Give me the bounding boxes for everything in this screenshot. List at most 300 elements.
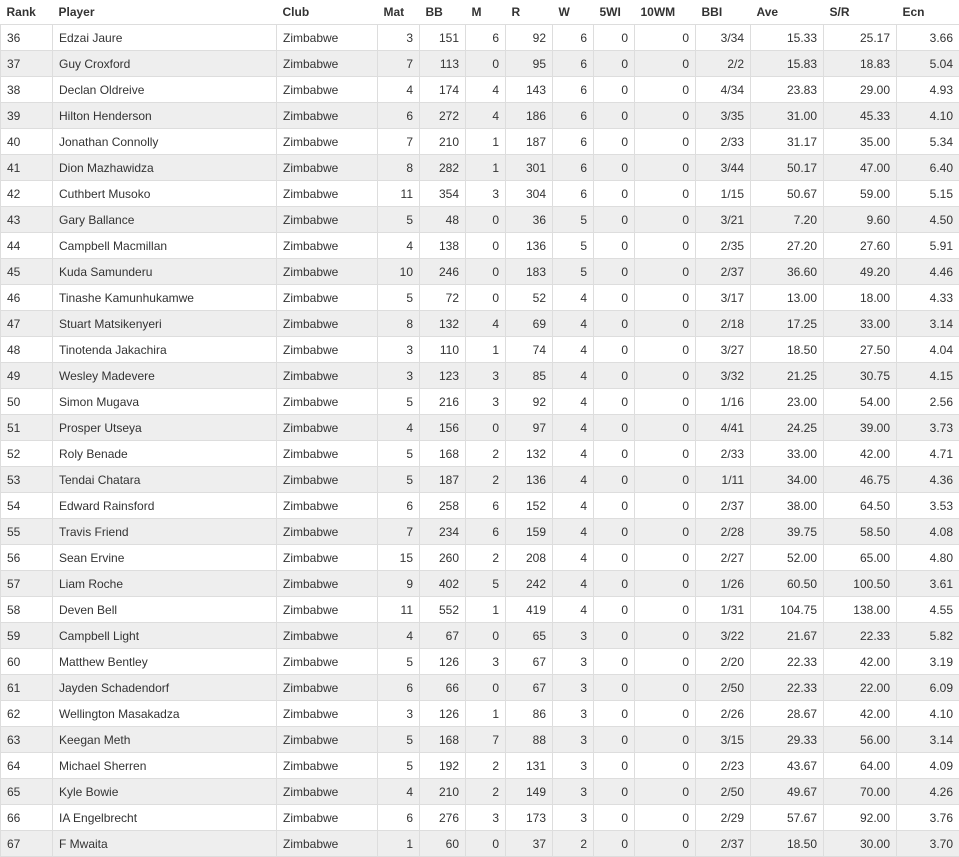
cell-maidens: 4	[466, 77, 506, 103]
table-row	[1, 545, 959, 571]
cell-club: Zimbabwe	[277, 441, 378, 467]
table-row	[1, 25, 959, 51]
cell-balls-bowled: 210	[420, 129, 466, 155]
cell-economy: 6.09	[897, 675, 959, 701]
cell-five-wicket-innings: 0	[594, 649, 635, 675]
cell-best-bowling: 2/2	[696, 51, 751, 77]
cell-strike-rate: 27.60	[824, 233, 897, 259]
cell-average: 60.50	[751, 571, 824, 597]
cell-runs: 36	[506, 207, 553, 233]
cell-rank: 39	[1, 103, 53, 129]
cell-runs: 132	[506, 441, 553, 467]
cell-rank: 65	[1, 779, 53, 805]
cell-average: 43.67	[751, 753, 824, 779]
cell-club: Zimbabwe	[277, 467, 378, 493]
cell-best-bowling: 2/28	[696, 519, 751, 545]
cell-maidens: 6	[466, 25, 506, 51]
cell-matches: 7	[378, 129, 420, 155]
table-row	[1, 51, 959, 77]
cell-ten-wicket-matches: 0	[635, 805, 696, 831]
cell-five-wicket-innings: 0	[594, 831, 635, 857]
cell-five-wicket-innings: 0	[594, 155, 635, 181]
cell-runs: 152	[506, 493, 553, 519]
cell-balls-bowled: 210	[420, 779, 466, 805]
cell-wickets: 3	[553, 753, 594, 779]
cell-balls-bowled: 234	[420, 519, 466, 545]
cell-player: Sean Ervine	[53, 545, 277, 571]
cell-balls-bowled: 192	[420, 753, 466, 779]
cell-maidens: 4	[466, 103, 506, 129]
cell-player: Jayden Schadendorf	[53, 675, 277, 701]
cell-runs: 143	[506, 77, 553, 103]
cell-average: 15.33	[751, 25, 824, 51]
cell-matches: 7	[378, 51, 420, 77]
cell-wickets: 6	[553, 181, 594, 207]
cell-best-bowling: 4/34	[696, 77, 751, 103]
cell-matches: 3	[378, 337, 420, 363]
cell-runs: 304	[506, 181, 553, 207]
cell-rank: 55	[1, 519, 53, 545]
cell-player: Liam Roche	[53, 571, 277, 597]
cell-best-bowling: 2/37	[696, 493, 751, 519]
cell-wickets: 4	[553, 441, 594, 467]
cell-maidens: 4	[466, 311, 506, 337]
cell-wickets: 5	[553, 207, 594, 233]
cell-club: Zimbabwe	[277, 77, 378, 103]
cell-player: Tendai Chatara	[53, 467, 277, 493]
cell-rank: 50	[1, 389, 53, 415]
cell-best-bowling: 2/29	[696, 805, 751, 831]
cell-average: 29.33	[751, 727, 824, 753]
cell-club: Zimbabwe	[277, 181, 378, 207]
cell-runs: 187	[506, 129, 553, 155]
cell-wickets: 3	[553, 623, 594, 649]
cell-maidens: 0	[466, 285, 506, 311]
cell-runs: 131	[506, 753, 553, 779]
cell-club: Zimbabwe	[277, 129, 378, 155]
cell-club: Zimbabwe	[277, 25, 378, 51]
table-row	[1, 519, 959, 545]
cell-balls-bowled: 60	[420, 831, 466, 857]
cell-rank: 38	[1, 77, 53, 103]
cell-ten-wicket-matches: 0	[635, 545, 696, 571]
cell-wickets: 3	[553, 805, 594, 831]
cell-balls-bowled: 110	[420, 337, 466, 363]
table-row	[1, 623, 959, 649]
cell-economy: 4.36	[897, 467, 959, 493]
column-header-economy[interactable]: Ecn	[897, 0, 959, 25]
table-row	[1, 597, 959, 623]
cell-rank: 56	[1, 545, 53, 571]
cell-matches: 6	[378, 805, 420, 831]
cell-ten-wicket-matches: 0	[635, 363, 696, 389]
cell-rank: 53	[1, 467, 53, 493]
cell-average: 21.67	[751, 623, 824, 649]
table-row	[1, 129, 959, 155]
cell-average: 18.50	[751, 337, 824, 363]
cell-strike-rate: 46.75	[824, 467, 897, 493]
cell-ten-wicket-matches: 0	[635, 77, 696, 103]
cell-matches: 11	[378, 597, 420, 623]
cell-wickets: 4	[553, 415, 594, 441]
cell-wickets: 4	[553, 571, 594, 597]
cell-rank: 61	[1, 675, 53, 701]
cell-maidens: 2	[466, 779, 506, 805]
cell-balls-bowled: 174	[420, 77, 466, 103]
cell-rank: 57	[1, 571, 53, 597]
cell-player: Hilton Henderson	[53, 103, 277, 129]
cell-five-wicket-innings: 0	[594, 675, 635, 701]
cell-strike-rate: 42.00	[824, 441, 897, 467]
cell-rank: 37	[1, 51, 53, 77]
cell-balls-bowled: 187	[420, 467, 466, 493]
cell-best-bowling: 2/18	[696, 311, 751, 337]
cell-balls-bowled: 126	[420, 649, 466, 675]
cell-economy: 3.53	[897, 493, 959, 519]
cell-player: Campbell Light	[53, 623, 277, 649]
cell-runs: 95	[506, 51, 553, 77]
cell-ten-wicket-matches: 0	[635, 519, 696, 545]
cell-best-bowling: 1/15	[696, 181, 751, 207]
cell-matches: 15	[378, 545, 420, 571]
cell-ten-wicket-matches: 0	[635, 623, 696, 649]
cell-five-wicket-innings: 0	[594, 467, 635, 493]
cell-maidens: 0	[466, 259, 506, 285]
column-header-rank[interactable]: Rank	[1, 0, 53, 25]
cell-economy: 4.93	[897, 77, 959, 103]
cell-matches: 4	[378, 623, 420, 649]
cell-maidens: 3	[466, 181, 506, 207]
cell-player: F Mwaita	[53, 831, 277, 857]
cell-economy: 6.40	[897, 155, 959, 181]
cell-wickets: 5	[553, 259, 594, 285]
cell-club: Zimbabwe	[277, 363, 378, 389]
cell-best-bowling: 3/15	[696, 727, 751, 753]
cell-matches: 7	[378, 519, 420, 545]
cell-best-bowling: 2/37	[696, 259, 751, 285]
cell-wickets: 4	[553, 467, 594, 493]
column-header-five-wicket-innings[interactable]: 5WI	[594, 0, 635, 25]
column-header-best-bowling[interactable]: BBI	[696, 0, 751, 25]
cell-best-bowling: 3/34	[696, 25, 751, 51]
cell-ten-wicket-matches: 0	[635, 51, 696, 77]
cell-strike-rate: 35.00	[824, 129, 897, 155]
column-header-average[interactable]: Ave	[751, 0, 824, 25]
cell-maidens: 0	[466, 415, 506, 441]
cell-five-wicket-innings: 0	[594, 337, 635, 363]
cell-rank: 46	[1, 285, 53, 311]
cell-balls-bowled: 126	[420, 701, 466, 727]
cell-strike-rate: 45.33	[824, 103, 897, 129]
cell-wickets: 6	[553, 25, 594, 51]
cell-matches: 9	[378, 571, 420, 597]
cell-economy: 4.04	[897, 337, 959, 363]
cell-club: Zimbabwe	[277, 285, 378, 311]
cell-best-bowling: 3/17	[696, 285, 751, 311]
cell-economy: 4.33	[897, 285, 959, 311]
cell-matches: 3	[378, 25, 420, 51]
table-row	[1, 103, 959, 129]
cell-strike-rate: 100.50	[824, 571, 897, 597]
cell-maidens: 1	[466, 129, 506, 155]
table-header-row	[1, 0, 959, 25]
cell-strike-rate: 58.50	[824, 519, 897, 545]
cell-club: Zimbabwe	[277, 51, 378, 77]
cell-economy: 5.82	[897, 623, 959, 649]
cell-balls-bowled: 66	[420, 675, 466, 701]
cell-best-bowling: 2/50	[696, 779, 751, 805]
cell-balls-bowled: 48	[420, 207, 466, 233]
cell-player: Wellington Masakadza	[53, 701, 277, 727]
cell-strike-rate: 42.00	[824, 701, 897, 727]
cell-maidens: 0	[466, 51, 506, 77]
cell-wickets: 4	[553, 597, 594, 623]
cell-rank: 41	[1, 155, 53, 181]
cell-runs: 149	[506, 779, 553, 805]
cell-average: 33.00	[751, 441, 824, 467]
cell-ten-wicket-matches: 0	[635, 467, 696, 493]
cell-maidens: 0	[466, 831, 506, 857]
cell-club: Zimbabwe	[277, 207, 378, 233]
cell-best-bowling: 3/32	[696, 363, 751, 389]
table-row	[1, 831, 959, 857]
cell-five-wicket-innings: 0	[594, 363, 635, 389]
cell-economy: 4.46	[897, 259, 959, 285]
cell-balls-bowled: 67	[420, 623, 466, 649]
cell-wickets: 4	[553, 311, 594, 337]
cell-strike-rate: 64.00	[824, 753, 897, 779]
cell-average: 24.25	[751, 415, 824, 441]
table-row	[1, 285, 959, 311]
cell-ten-wicket-matches: 0	[635, 155, 696, 181]
cell-wickets: 4	[553, 363, 594, 389]
cell-player: Edzai Jaure	[53, 25, 277, 51]
cell-ten-wicket-matches: 0	[635, 701, 696, 727]
column-header-maidens[interactable]: M	[466, 0, 506, 25]
cell-five-wicket-innings: 0	[594, 519, 635, 545]
cell-balls-bowled: 168	[420, 441, 466, 467]
cell-best-bowling: 2/26	[696, 701, 751, 727]
cell-rank: 47	[1, 311, 53, 337]
cell-five-wicket-innings: 0	[594, 571, 635, 597]
cell-maidens: 1	[466, 701, 506, 727]
cell-club: Zimbabwe	[277, 649, 378, 675]
cell-best-bowling: 1/26	[696, 571, 751, 597]
cell-strike-rate: 33.00	[824, 311, 897, 337]
cell-player: IA Engelbrecht	[53, 805, 277, 831]
cell-rank: 48	[1, 337, 53, 363]
cell-runs: 92	[506, 25, 553, 51]
cell-runs: 85	[506, 363, 553, 389]
cell-matches: 5	[378, 649, 420, 675]
cell-strike-rate: 30.00	[824, 831, 897, 857]
cell-strike-rate: 70.00	[824, 779, 897, 805]
cell-matches: 4	[378, 779, 420, 805]
cell-maidens: 1	[466, 337, 506, 363]
cell-runs: 69	[506, 311, 553, 337]
cell-wickets: 6	[553, 77, 594, 103]
cell-average: 28.67	[751, 701, 824, 727]
cell-matches: 5	[378, 753, 420, 779]
table-row	[1, 337, 959, 363]
cell-best-bowling: 3/44	[696, 155, 751, 181]
cell-matches: 5	[378, 467, 420, 493]
cell-balls-bowled: 138	[420, 233, 466, 259]
cell-maidens: 3	[466, 389, 506, 415]
cell-best-bowling: 1/16	[696, 389, 751, 415]
cell-rank: 59	[1, 623, 53, 649]
cell-balls-bowled: 132	[420, 311, 466, 337]
column-header-player[interactable]: Player	[53, 0, 277, 25]
table-row	[1, 805, 959, 831]
cell-five-wicket-innings: 0	[594, 51, 635, 77]
cell-ten-wicket-matches: 0	[635, 597, 696, 623]
cell-balls-bowled: 156	[420, 415, 466, 441]
column-header-wickets[interactable]: W	[553, 0, 594, 25]
cell-average: 104.75	[751, 597, 824, 623]
cell-economy: 4.10	[897, 701, 959, 727]
cell-player: Campbell Macmillan	[53, 233, 277, 259]
cell-average: 31.00	[751, 103, 824, 129]
cell-balls-bowled: 123	[420, 363, 466, 389]
cell-ten-wicket-matches: 0	[635, 649, 696, 675]
cell-average: 34.00	[751, 467, 824, 493]
cell-player: Matthew Bentley	[53, 649, 277, 675]
cell-ten-wicket-matches: 0	[635, 337, 696, 363]
cell-economy: 5.04	[897, 51, 959, 77]
cell-runs: 183	[506, 259, 553, 285]
table-row	[1, 155, 959, 181]
cell-maidens: 2	[466, 467, 506, 493]
cell-balls-bowled: 168	[420, 727, 466, 753]
column-header-strike-rate[interactable]: S/R	[824, 0, 897, 25]
cell-matches: 8	[378, 311, 420, 337]
cell-runs: 159	[506, 519, 553, 545]
table-row	[1, 701, 959, 727]
cell-runs: 65	[506, 623, 553, 649]
cell-club: Zimbabwe	[277, 155, 378, 181]
cell-rank: 64	[1, 753, 53, 779]
cell-runs: 86	[506, 701, 553, 727]
cell-club: Zimbabwe	[277, 103, 378, 129]
cell-strike-rate: 29.00	[824, 77, 897, 103]
cell-average: 23.00	[751, 389, 824, 415]
cell-ten-wicket-matches: 0	[635, 753, 696, 779]
cell-five-wicket-innings: 0	[594, 493, 635, 519]
cell-average: 31.17	[751, 129, 824, 155]
cell-matches: 5	[378, 441, 420, 467]
column-header-ten-wicket-matches[interactable]: 10WM	[635, 0, 696, 25]
cell-runs: 88	[506, 727, 553, 753]
column-header-club[interactable]: Club	[277, 0, 378, 25]
cell-balls-bowled: 246	[420, 259, 466, 285]
cell-runs: 37	[506, 831, 553, 857]
cell-ten-wicket-matches: 0	[635, 571, 696, 597]
cell-wickets: 6	[553, 51, 594, 77]
cell-club: Zimbabwe	[277, 493, 378, 519]
cell-rank: 60	[1, 649, 53, 675]
cell-player: Kuda Samunderu	[53, 259, 277, 285]
table-row	[1, 311, 959, 337]
table-row	[1, 571, 959, 597]
cell-runs: 97	[506, 415, 553, 441]
cell-matches: 3	[378, 363, 420, 389]
cell-rank: 63	[1, 727, 53, 753]
table-row	[1, 77, 959, 103]
cell-ten-wicket-matches: 0	[635, 441, 696, 467]
cell-five-wicket-innings: 0	[594, 233, 635, 259]
cell-strike-rate: 30.75	[824, 363, 897, 389]
cell-wickets: 3	[553, 649, 594, 675]
cell-club: Zimbabwe	[277, 831, 378, 857]
cell-ten-wicket-matches: 0	[635, 311, 696, 337]
table-row	[1, 207, 959, 233]
cell-wickets: 4	[553, 285, 594, 311]
cell-wickets: 6	[553, 129, 594, 155]
cell-player: Simon Mugava	[53, 389, 277, 415]
cell-balls-bowled: 258	[420, 493, 466, 519]
cell-matches: 5	[378, 727, 420, 753]
cell-ten-wicket-matches: 0	[635, 415, 696, 441]
cell-strike-rate: 56.00	[824, 727, 897, 753]
cell-rank: 67	[1, 831, 53, 857]
table-body	[1, 25, 959, 857]
cell-average: 27.20	[751, 233, 824, 259]
cell-balls-bowled: 216	[420, 389, 466, 415]
cell-economy: 4.71	[897, 441, 959, 467]
cell-best-bowling: 2/23	[696, 753, 751, 779]
cell-rank: 45	[1, 259, 53, 285]
cell-player: Cuthbert Musoko	[53, 181, 277, 207]
cell-maidens: 3	[466, 649, 506, 675]
cell-matches: 11	[378, 181, 420, 207]
table-row	[1, 727, 959, 753]
cell-player: Kyle Bowie	[53, 779, 277, 805]
cell-ten-wicket-matches: 0	[635, 103, 696, 129]
cell-balls-bowled: 260	[420, 545, 466, 571]
cell-balls-bowled: 552	[420, 597, 466, 623]
cell-wickets: 4	[553, 337, 594, 363]
cell-maidens: 3	[466, 805, 506, 831]
cell-player: Gary Ballance	[53, 207, 277, 233]
cell-rank: 54	[1, 493, 53, 519]
cell-club: Zimbabwe	[277, 753, 378, 779]
cell-rank: 36	[1, 25, 53, 51]
cell-runs: 74	[506, 337, 553, 363]
cell-economy: 4.55	[897, 597, 959, 623]
cell-matches: 4	[378, 233, 420, 259]
cell-best-bowling: 2/35	[696, 233, 751, 259]
column-header-runs[interactable]: R	[506, 0, 553, 25]
cell-five-wicket-innings: 0	[594, 545, 635, 571]
cell-club: Zimbabwe	[277, 337, 378, 363]
cell-balls-bowled: 113	[420, 51, 466, 77]
cell-five-wicket-innings: 0	[594, 207, 635, 233]
table-row	[1, 181, 959, 207]
cell-economy: 3.70	[897, 831, 959, 857]
cell-economy: 4.26	[897, 779, 959, 805]
column-header-matches[interactable]: Mat	[378, 0, 420, 25]
cell-club: Zimbabwe	[277, 519, 378, 545]
cell-economy: 4.50	[897, 207, 959, 233]
cell-matches: 4	[378, 77, 420, 103]
cell-ten-wicket-matches: 0	[635, 285, 696, 311]
column-header-balls-bowled[interactable]: BB	[420, 0, 466, 25]
cell-maidens: 2	[466, 441, 506, 467]
cell-runs: 173	[506, 805, 553, 831]
cell-player: Tinashe Kamunhukamwe	[53, 285, 277, 311]
cell-economy: 3.14	[897, 311, 959, 337]
